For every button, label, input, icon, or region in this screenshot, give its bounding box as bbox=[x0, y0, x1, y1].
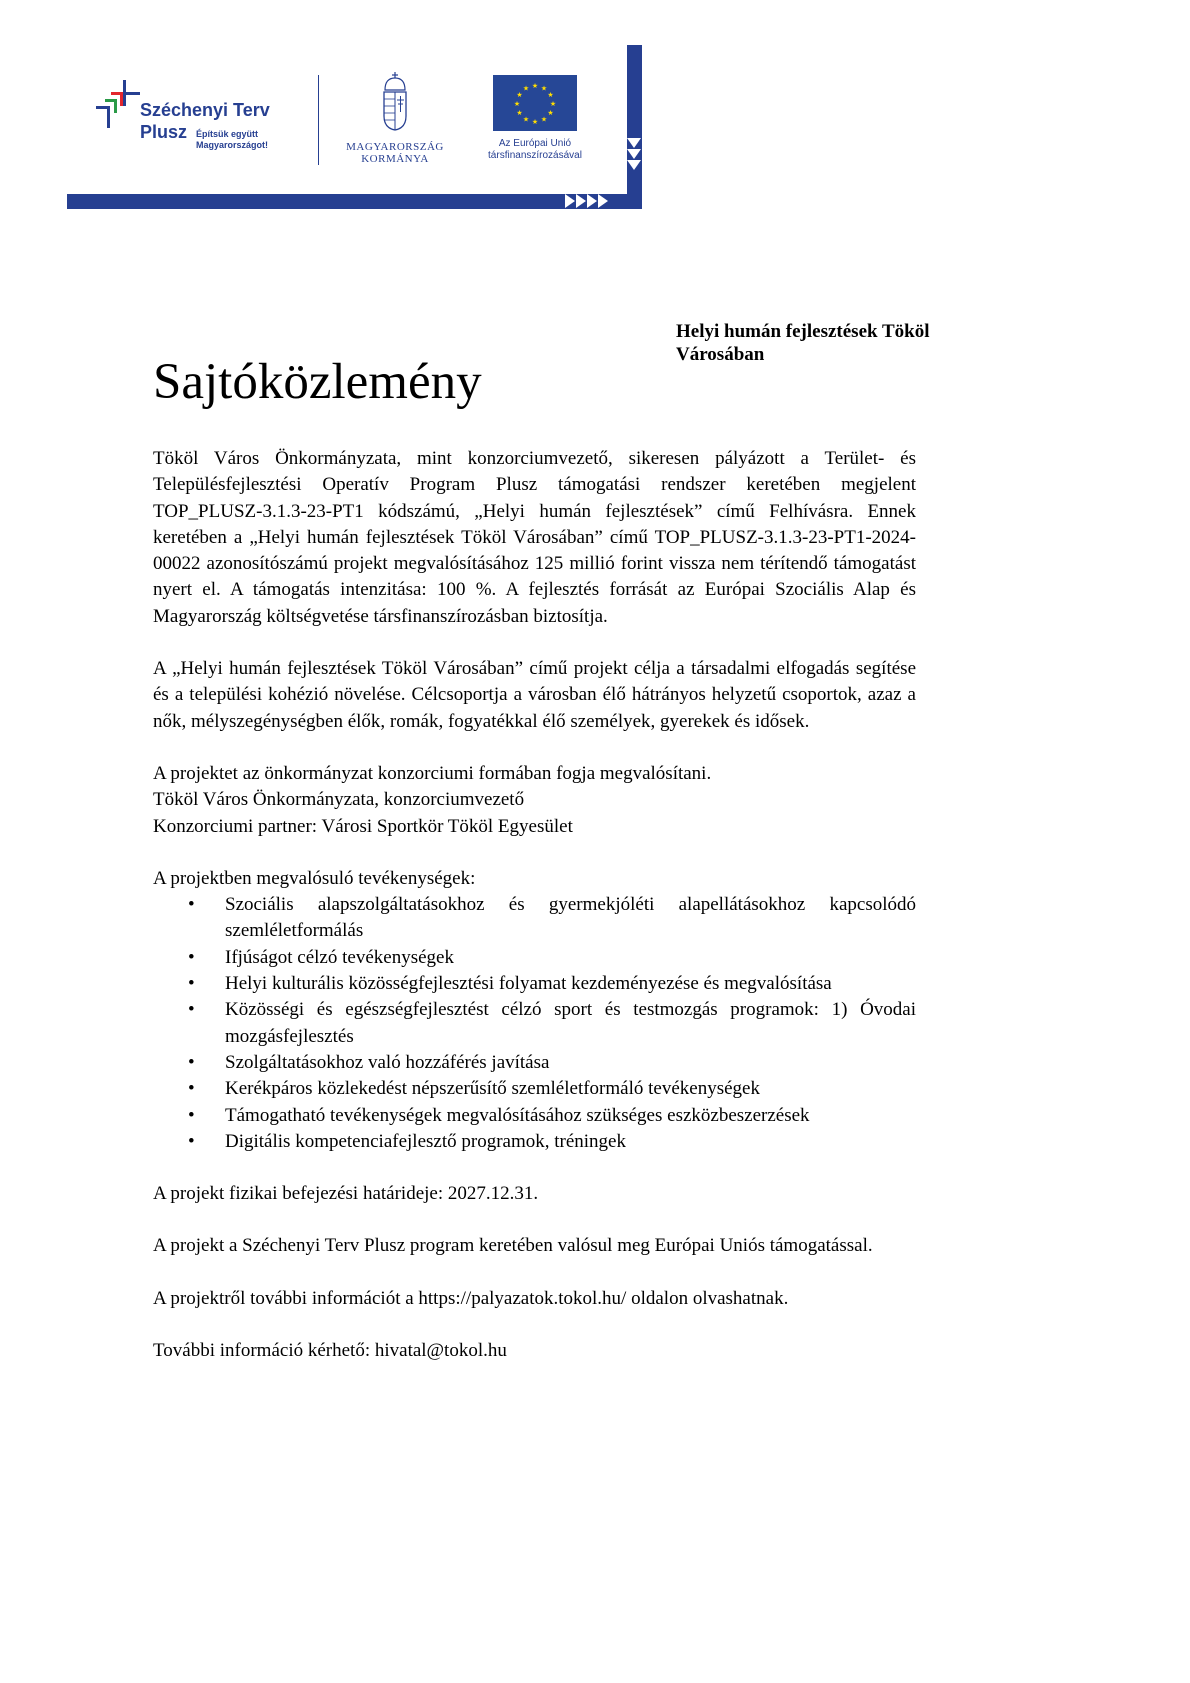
bullet-icon: • bbox=[188, 1051, 195, 1073]
chevron-down-icon bbox=[627, 138, 641, 148]
activities-list bbox=[153, 892, 916, 1155]
svg-text:★: ★ bbox=[540, 115, 548, 124]
svg-text:★: ★ bbox=[547, 109, 554, 117]
banner-vertical-bar bbox=[627, 45, 642, 209]
list-item: • Közösségi és egészségfejlesztést célzó sport és testmozgás programok: 1) Óvodai mozgásfejlesztés bbox=[188, 999, 916, 1047]
eu-cofinancing-logo bbox=[470, 75, 600, 170]
tagline-line-1: Építsük együtt bbox=[196, 129, 259, 139]
svg-text:★: ★ bbox=[547, 91, 554, 99]
bullet-icon: • bbox=[188, 1130, 195, 1152]
funding-note: A projekt a Széchenyi Terv Plusz program keretében valósul meg Európai Uniós támogatással. bbox=[153, 1235, 873, 1257]
bullet-icon: • bbox=[188, 1104, 195, 1126]
eu-flag-icon bbox=[493, 75, 577, 131]
szechenyi-cross-icon bbox=[96, 80, 140, 130]
project-subtitle: Helyi humán fejlesztések Tököl Városában bbox=[676, 321, 930, 365]
bullet-icon: • bbox=[188, 973, 195, 995]
deadline-text: A projekt fizikai befejezési határideje: 2027.12.31. bbox=[153, 1183, 539, 1205]
chevron-right-icon bbox=[576, 194, 586, 208]
government-text bbox=[340, 141, 450, 165]
svg-text:★: ★ bbox=[516, 91, 523, 99]
contact-text: További információ kérhető: hivatal@tokol.hu bbox=[153, 1340, 507, 1362]
logo-divider bbox=[318, 75, 319, 165]
header-banner bbox=[0, 0, 1190, 220]
list-item: • Ifjúságot célzó tevékenységek bbox=[153, 945, 916, 971]
consortium-partner: Konzorciumi partner: Városi Sportkör Tököl Egyesület bbox=[153, 815, 573, 837]
chevron-right-icon bbox=[598, 194, 608, 208]
list-item: • Szociális alapszolgáltatásokhoz és gyermekjóléti alapellátásokhoz kapcsolódó szemléletformálás bbox=[188, 894, 916, 942]
list-item: • Digitális kompetenciafejlesztő programok, tréningek bbox=[153, 1129, 916, 1155]
consortium-leader: Tököl Város Önkormányzata, konzorciumvezető bbox=[153, 789, 525, 811]
szechenyi-plus: Plusz bbox=[140, 122, 188, 142]
goal-paragraph: A „Helyi humán fejlesztések Tököl Városában” című projekt célja a társadalmi elfogadás segítése és a települési kohézió növelése. Célcsoportja a városban élő hátrányos helyzetű csoportok, azaz a nők, mélyszegénységben élők, romák, fogyatékkal élő személyek, gyerekek és idősek. bbox=[153, 658, 916, 732]
chevron-right-icon bbox=[587, 194, 597, 208]
list-item: • Szolgáltatásokhoz való hozzáférés javítása bbox=[153, 1050, 916, 1076]
consortium-section bbox=[153, 761, 916, 840]
hungarian-government-logo bbox=[340, 72, 450, 167]
svg-text:★: ★ bbox=[540, 84, 548, 93]
bullet-icon: • bbox=[188, 1078, 195, 1100]
bullet-icon: • bbox=[188, 894, 195, 916]
page-title: Sajtóközlemény bbox=[153, 354, 482, 411]
chevron-right-icon bbox=[565, 194, 575, 208]
eu-line-1: Az Európai Unió bbox=[498, 138, 572, 149]
intro-paragraph: Tököl Város Önkormányzata, mint konzorciumvezető, sikeresen pályázott a Terület- és Településfejlesztési Operatív Program Plusz támogatási rendszer keretében megjelent TOP_PLUSZ-3.1.3-23-PT1 kódszámú, „Helyi humán fejlesztések” című Felhívásra. Ennek keretében a „Helyi humán fejlesztések Tököl Városában” című TOP_PLUSZ-3.1.3-23-PT1-2024-00022 azonosítószámú projekt megvalósításához 125 millió forint vissza nem térítendő támogatást nyert el. A támogatás intenzitása: 100 %. A fejlesztés forrását az Európai Szociális Alap és Magyarország költségvetése társfinanszírozásban biztosítja. bbox=[153, 448, 916, 627]
bullet-icon: • bbox=[188, 946, 195, 968]
szechenyi-title: Széchenyi Terv bbox=[140, 100, 270, 120]
project-website-link[interactable]: https://palyazatok.tokol.hu/ bbox=[418, 1287, 627, 1309]
svg-text:★: ★ bbox=[531, 82, 539, 90]
consortium-intro: A projektet az önkormányzat konzorciumi formában fogja megvalósítani. bbox=[153, 762, 712, 784]
hungarian-crest-icon bbox=[382, 72, 408, 132]
svg-text:★: ★ bbox=[522, 115, 530, 124]
svg-text:★: ★ bbox=[522, 84, 530, 93]
contact-email-link[interactable]: hivatal@tokol.hu bbox=[374, 1340, 507, 1362]
svg-text:★: ★ bbox=[531, 118, 539, 126]
list-item: • Kerékpáros közlekedést népszerűsítő szemléletformáló tevékenységek bbox=[153, 1076, 916, 1102]
tagline-line-2: Magyarországot! bbox=[196, 140, 269, 150]
svg-text:★: ★ bbox=[513, 100, 521, 108]
svg-text:★: ★ bbox=[549, 100, 557, 108]
chevron-down-icon bbox=[627, 149, 641, 159]
banner-horizontal-chevrons bbox=[565, 194, 608, 209]
eu-text bbox=[470, 138, 600, 162]
svg-text:★: ★ bbox=[516, 109, 523, 117]
list-item: • Támogatható tevékenységek megvalósításához szükséges eszközbeszerzések bbox=[153, 1103, 916, 1129]
activities-heading: A projektben megvalósuló tevékenységek: bbox=[153, 867, 476, 889]
bullet-icon: • bbox=[188, 999, 195, 1021]
list-item: • Helyi kulturális közösségfejlesztési folyamat kezdeményezése és megvalósítása bbox=[153, 971, 916, 997]
chevron-down-icon bbox=[627, 160, 641, 170]
banner-vertical-chevrons bbox=[627, 138, 642, 170]
szechenyi-tagline bbox=[196, 129, 268, 151]
activities-section bbox=[153, 866, 916, 892]
szechenyi-terv-plusz-logo bbox=[96, 80, 311, 160]
eu-line-2: társfinanszírozásával bbox=[488, 150, 582, 161]
banner-horizontal-bar bbox=[67, 194, 637, 209]
more-info-text: A projektről további információt a https://palyazatok.tokol.hu/ oldalon olvashatnak. bbox=[153, 1287, 789, 1309]
press-release-body bbox=[153, 446, 916, 1364]
government-line-2: KORMÁNYA bbox=[361, 153, 429, 165]
government-line-1: MAGYARORSZÁG bbox=[346, 141, 444, 153]
